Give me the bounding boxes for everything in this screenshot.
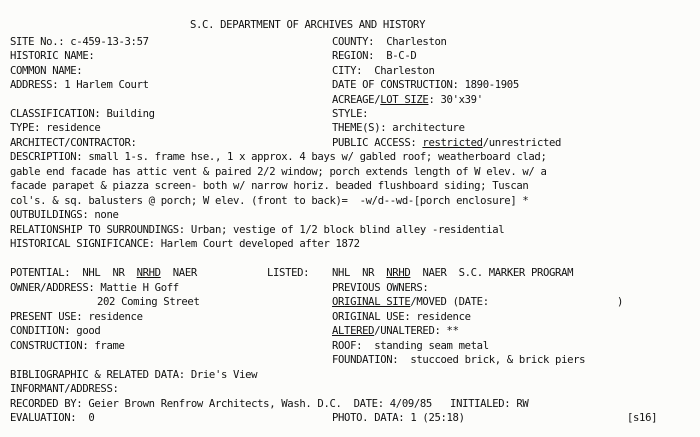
evaluation: EVALUATION: 0 [10, 412, 95, 424]
sheet-code: [s16] [627, 412, 658, 424]
lot-size-value: : 30'x39' [428, 94, 483, 106]
moved-date: /MOVED (DATE: [410, 296, 489, 308]
foundation: FOUNDATION: stuccoed brick, & brick piers [332, 354, 586, 366]
present-use: PRESENT USE: residence [10, 311, 143, 323]
themes: THEME(S): architecture [332, 122, 465, 134]
public-access [332, 136, 561, 151]
owner-street: 202 Coming Street [97, 296, 200, 308]
roof: ROOF: standing seam metal [332, 340, 489, 352]
acreage-label: ACREAGE/ [332, 94, 381, 106]
style: STYLE: [332, 108, 369, 120]
original-use: ORIGINAL USE: residence [332, 311, 471, 323]
description-line: facade parapet & piazza screen- both w/ narrow horiz. beaded flushboard siding; Tuscan [10, 180, 529, 192]
owner-address: OWNER/ADDRESS: Mattie H Goff [10, 282, 179, 294]
city: CITY: Charleston [332, 65, 435, 77]
bibliographic-data: BIBLIOGRAPHIC & RELATED DATA: Drie's View [10, 369, 258, 381]
address: ADDRESS: 1 Harlem Court [10, 79, 149, 91]
listed-options: NHL NR [332, 267, 387, 279]
listed-selected: NRHD [386, 267, 411, 279]
listed-other: NAER S.C. MARKER PROGRAM [410, 267, 574, 279]
altered-selected: ALTERED [332, 325, 375, 337]
site-number: SITE No.: c-459-13-3:57 [10, 36, 149, 48]
potential-label: POTENTIAL: NHL NR [10, 267, 137, 279]
public-access-label: PUBLIC ACCESS: [332, 137, 423, 149]
listed-label: LISTED: [267, 267, 310, 279]
description-line: gable end facade has attic vent & paired 2/2 window; porch extends length of W elev. w/ a [10, 166, 547, 178]
altered-unaltered [332, 324, 459, 339]
description-line: col's. & sq. balusters @ porch; W elev. (front to back)= -w/d--wd-[porch enclosure] * [10, 195, 529, 207]
region: REGION: B-C-D [332, 50, 417, 62]
form-title: S.C. DEPARTMENT OF ARCHIVES AND HISTORY [190, 19, 426, 31]
potential-other: NAER [160, 267, 197, 279]
public-access-other: /unrestricted [482, 137, 562, 149]
previous-owners: PREVIOUS OWNERS: [332, 282, 429, 294]
recorded-by: RECORDED BY: Geier Brown Renfrow Architects, Wash. D.C. DATE: 4/09/85 INITIALED: RW [10, 398, 529, 410]
lot-size-label: LOT SIZE [380, 94, 429, 106]
relationship-to-surroundings: RELATIONSHIP TO SURROUNDINGS: Urban; vestige of 1/2 block blind alley -residential [10, 224, 505, 236]
moved-date-close: ) [617, 296, 624, 308]
outbuildings: OUTBUILDINGS: none [10, 209, 119, 221]
informant-address: INFORMANT/ADDRESS: [10, 383, 119, 395]
listed [332, 266, 573, 281]
type: TYPE: residence [10, 122, 101, 134]
original-site-selected: ORIGINAL SITE [332, 296, 411, 308]
common-name: COMMON NAME: [10, 65, 83, 77]
potential-selected: NRHD [136, 267, 161, 279]
photo-data: PHOTO. DATA: 1 (25:18) [332, 412, 465, 424]
condition: CONDITION: good [10, 325, 101, 337]
classification: CLASSIFICATION: Building [10, 108, 155, 120]
historic-name: HISTORIC NAME: [10, 50, 95, 62]
public-access-selected: restricted [422, 137, 483, 149]
description-line: DESCRIPTION: small 1-s. frame hse., 1 x approx. 4 bays w/ gabled roof; weatherboard clad; [10, 151, 547, 163]
architect-contractor: ARCHITECT/CONTRACTOR: [10, 137, 137, 149]
potential [10, 266, 197, 281]
original-site-moved [332, 295, 489, 310]
historical-significance: HISTORICAL SIGNIFICANCE: Harlem Court developed after 1872 [10, 238, 360, 250]
construction: CONSTRUCTION: frame [10, 340, 125, 352]
unaltered-option: /UNALTERED: ** [374, 325, 459, 337]
date-of-construction: DATE OF CONSTRUCTION: 1890-1905 [332, 79, 519, 91]
county: COUNTY: Charleston [332, 36, 447, 48]
acreage-lot-size [332, 93, 483, 108]
